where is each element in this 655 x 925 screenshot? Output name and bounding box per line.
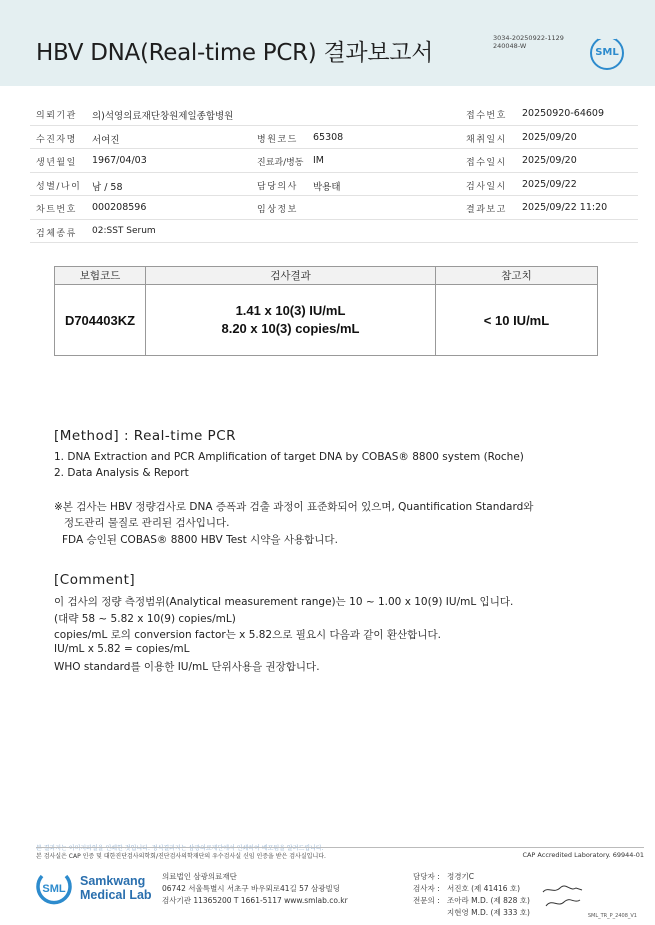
result-header: 검사결과 xyxy=(146,267,436,285)
sml-footer-logo-icon xyxy=(34,868,74,908)
report-header xyxy=(0,0,655,86)
comment-line4: IU/mL x 5.82 = copies/mL xyxy=(54,643,190,655)
result-cell xyxy=(146,285,436,356)
info-row xyxy=(30,220,638,244)
method-note3: FDA 승인된 COBAS® 8800 HBV Test 시약을 사용합니다. xyxy=(62,534,338,546)
patient-value: 서여진 xyxy=(92,134,120,146)
doctor-value: 박용태 xyxy=(313,181,341,193)
comment-line3: copies/mL 로의 conversion factor는 x 5.82으로 필요시 다음과 같이 환산합니다. xyxy=(54,629,441,641)
report-code xyxy=(493,34,564,50)
chart-no-label: 차트번호 xyxy=(36,205,77,215)
result-iu: 1.41 x 10(3) IU/mL xyxy=(235,303,346,318)
brand-line1: Samkwang xyxy=(80,874,146,888)
comment-line2: (대략 58 ~ 5.82 x 10(9) copies/mL) xyxy=(54,613,236,625)
receipt-date-value: 2025/09/20 xyxy=(522,155,577,166)
staff-specialist-row xyxy=(413,895,530,907)
specimen-value: 02:SST Serum xyxy=(92,225,156,236)
method-line2: 2. Data Analysis & Report xyxy=(54,467,189,479)
table-header-row xyxy=(55,267,598,285)
sml-header-logo: SML xyxy=(590,36,624,70)
institution-label: 의뢰기관 xyxy=(36,111,77,121)
footer-staff xyxy=(413,871,530,919)
hospital-code-value: 65308 xyxy=(313,131,344,143)
accreditation-note: 본 검사실은 CAP 인증 및 대한진단검사의학회/진단검사의학재단의 우수검사실 신임 인증을 받은 검사실입니다. xyxy=(36,853,326,860)
footer-brand xyxy=(80,874,152,902)
sex-age-value: 남 / 58 xyxy=(92,181,123,193)
doctor-label: 담당의사 xyxy=(257,181,298,192)
info-row xyxy=(30,102,638,126)
institution-value: 의)석영의료재단창원제일종합병원 xyxy=(92,111,234,122)
footer-divider xyxy=(36,847,644,848)
sex-age-label: 성별/나이 xyxy=(36,181,82,192)
comment-line5: WHO standard를 이용한 IU/mL 단위사용을 권장합니다. xyxy=(54,661,320,673)
patient-label: 수진자명 xyxy=(36,134,77,145)
staff-tester-row xyxy=(413,883,530,895)
clinical-label: 임상정보 xyxy=(257,205,298,215)
test-date-value: 2025/09/22 xyxy=(522,178,577,190)
hospital-code-label: 병원코드 xyxy=(257,134,298,145)
result-copies: 8.20 x 10(3) copies/mL xyxy=(221,321,360,336)
report-date-label: 결과보고 xyxy=(466,205,507,215)
method-line1: 1. DNA Extraction and PCR Amplification of target DNA by COBAS® 8800 system (Roche) xyxy=(54,451,524,463)
comment-heading: [Comment] xyxy=(54,572,136,588)
dept-value: IM xyxy=(313,155,324,166)
results-table xyxy=(54,266,598,356)
report-date-value: 2025/09/22 11:20 xyxy=(522,202,608,213)
birth-label: 생년월일 xyxy=(36,158,77,168)
birth-value: 1967/04/03 xyxy=(92,155,147,166)
comment-line1: 이 검사의 정량 측정범위(Analytical measurement range)는 10 ~ 1.00 x 10(9) IU/mL 입니다. xyxy=(54,596,514,608)
report-code-line2: 240048-W xyxy=(493,42,527,50)
method-heading: [Method] : Real-time PCR xyxy=(54,428,237,444)
collection-date-label: 채취일시 xyxy=(466,134,507,145)
staff-specialist-label: 전문의 : xyxy=(413,896,440,905)
staff-specialist1: 조아라 M.D. (제 828 호) xyxy=(447,896,530,905)
staff-manager: 정경기C xyxy=(447,872,474,881)
staff-manager-label: 담당자 : xyxy=(413,872,440,881)
test-date-label: 검사일시 xyxy=(466,181,507,192)
report-code-line1: 3034-20250922-1129 xyxy=(493,34,564,42)
chart-no-value: 000208596 xyxy=(92,202,147,213)
staff-specialist2-spacer xyxy=(413,907,447,919)
info-row xyxy=(30,149,638,173)
dept-label: 진료과/병동 xyxy=(257,158,304,168)
svg-text:SML: SML xyxy=(42,883,66,895)
receipt-no-value: 20250920-64609 xyxy=(522,108,605,119)
staff-manager-row xyxy=(413,871,530,883)
method-note2: 정도관리 물질로 관리된 검사입니다. xyxy=(64,517,230,529)
insurance-code-header: 보험코드 xyxy=(55,267,146,285)
specimen-label: 검체종류 xyxy=(36,228,77,239)
form-code: SML_TR_P_2408_V1 xyxy=(587,913,637,919)
collection-date-value: 2025/09/20 xyxy=(522,131,577,143)
staff-tester-label: 검사자 : xyxy=(413,884,440,893)
insurance-code-cell: D704403KZ xyxy=(55,285,146,356)
addr-line1: 의료법인 삼광의료재단 xyxy=(162,872,237,881)
cap-accreditation: CAP Accredited Laboratory. 69944-01 xyxy=(522,851,644,859)
receipt-date-label: 접수일시 xyxy=(466,158,507,168)
addr-line3: 검사기관 11365200 T 1661-5117 www.smlab.co.kr xyxy=(162,896,348,905)
reference-header: 참고치 xyxy=(436,267,598,285)
patient-info xyxy=(30,102,638,243)
info-row xyxy=(30,196,638,220)
staff-specialist2-row xyxy=(413,907,530,919)
image-disclaimer: 본 결과지는 이미지파일을 인쇄한 것입니다. 정식결과지는 삼광의료재단에서 인쇄하여 배포됨을 알려드립니다. xyxy=(36,845,324,852)
info-row xyxy=(30,126,638,150)
signature-icon xyxy=(540,882,586,912)
staff-specialist2: 지현영 M.D. (제 333 호) xyxy=(447,908,530,917)
staff-tester: 서진호 (제 41416 호) xyxy=(447,884,521,893)
method-note1: ※본 검사는 HBV 정량검사로 DNA 증폭과 검출 과정이 표준화되어 있으며, Quantification Standard와 xyxy=(54,501,534,513)
brand-line2: Medical Lab xyxy=(80,888,152,902)
info-row xyxy=(30,173,638,197)
receipt-no-label: 접수번호 xyxy=(466,111,507,121)
table-row xyxy=(55,285,598,356)
addr-line2: 06742 서울특별시 서초구 바우뫼로41길 57 삼광빌딩 xyxy=(162,884,341,893)
report-title: HBV DNA(Real-time PCR) 결과보고서 xyxy=(36,40,434,66)
reference-cell: < 10 IU/mL xyxy=(436,285,598,356)
footer-address xyxy=(162,871,348,907)
